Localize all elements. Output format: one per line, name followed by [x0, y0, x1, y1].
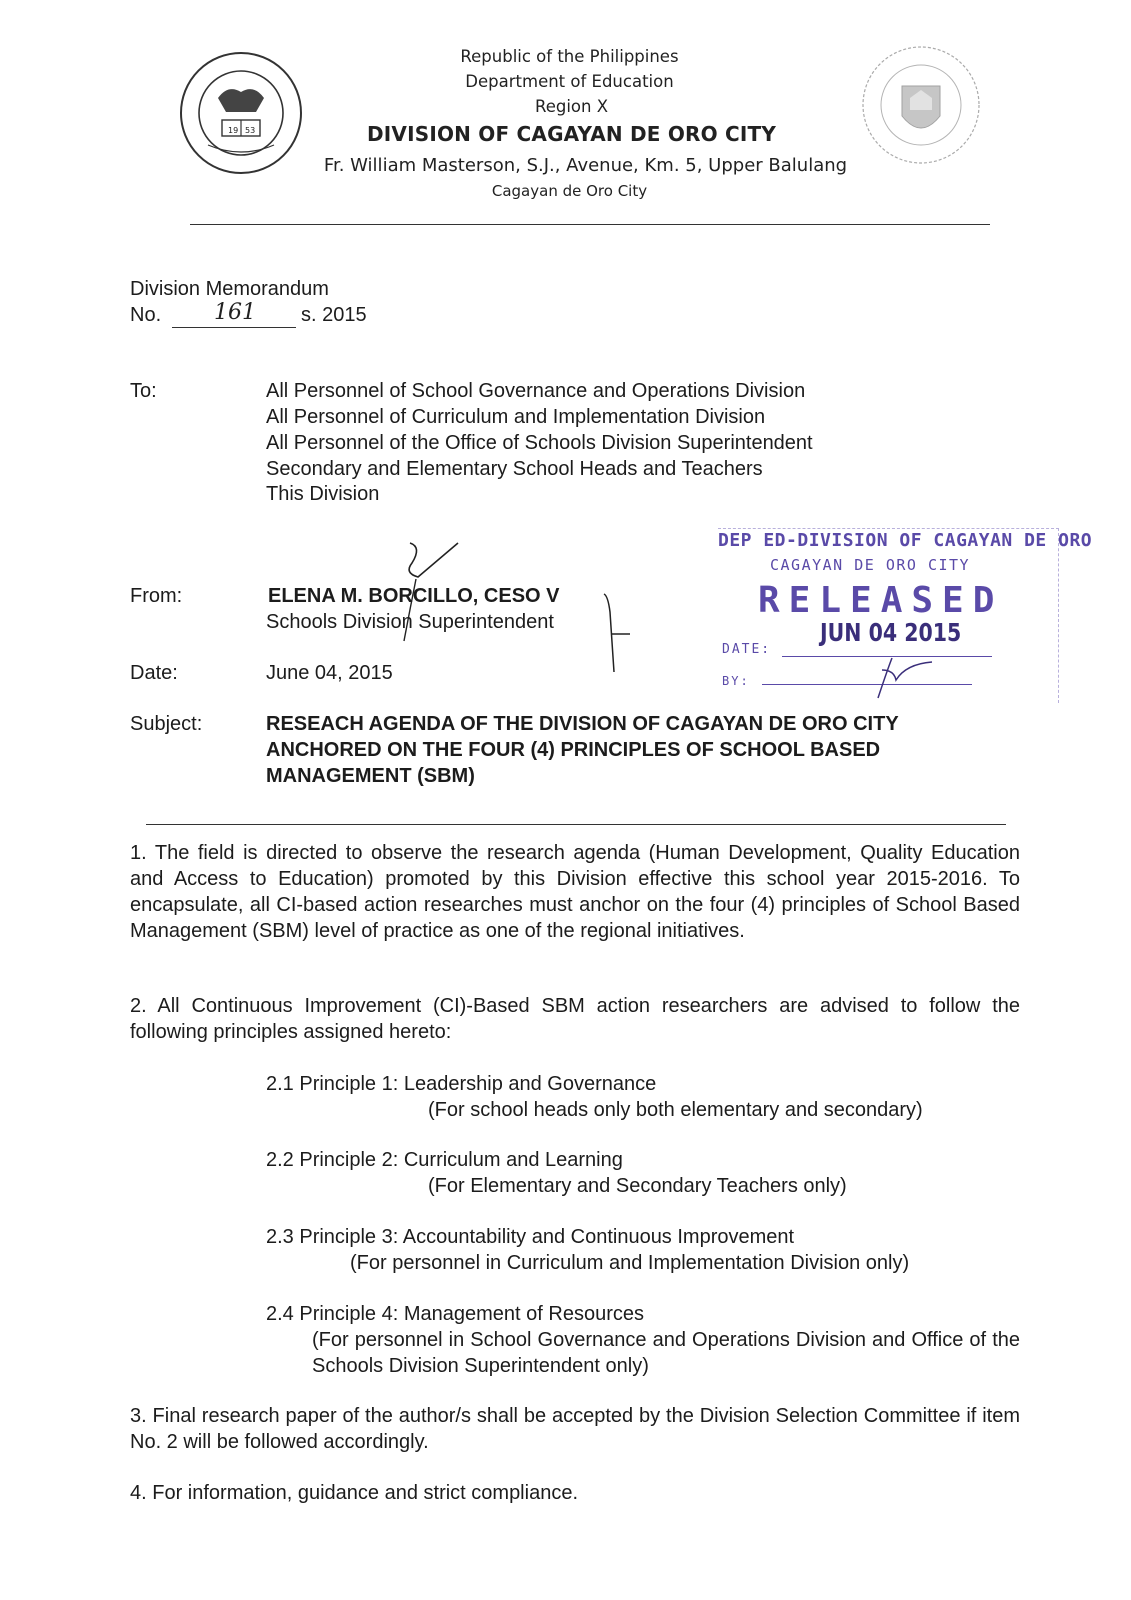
- body-paragraph-1: [130, 840, 1020, 944]
- stamp-status: RELEASED: [758, 580, 1004, 621]
- memo-no-value: 161: [214, 300, 256, 325]
- principle-note: (For personnel in Curriculum and Implementation Division only): [350, 1252, 910, 1274]
- to-recipient: Secondary and Elementary School Heads and Teachers: [266, 458, 763, 480]
- stamp-date-label: DATE:: [722, 642, 772, 657]
- seal-year-right: 53: [245, 126, 256, 135]
- memo-title: Division Memorandum: [130, 278, 329, 300]
- date-value: June 04, 2015: [266, 662, 393, 684]
- date-label: Date:: [130, 662, 178, 684]
- subject-line: RESEACH AGENDA OF THE DIVISION OF CAGAYAN DE ORO CITY: [266, 713, 899, 735]
- initial-mark-icon: [600, 590, 640, 680]
- from-title: Schools Division Superintendent: [266, 611, 554, 633]
- stamp-initial-icon: [868, 648, 948, 708]
- header-city: Cagayan de Oro City: [491, 182, 648, 200]
- header-division: DIVISION OF CAGAYAN DE ORO CITY: [366, 122, 777, 146]
- principle-note: (For school heads only both elementary and secondary): [428, 1099, 923, 1121]
- to-recipient: All Personnel of School Governance and Operations Division: [266, 380, 806, 402]
- principle-heading: 2.4 Principle 4: Management of Resources: [266, 1303, 644, 1325]
- paragraph-text: 4. For information, guidance and strict compliance.: [130, 1482, 578, 1504]
- header-republic: Republic of the Philippines: [460, 47, 679, 66]
- body-paragraph-4: [130, 1480, 1020, 1506]
- to-label: To:: [130, 380, 157, 402]
- seal-year-left: 19: [228, 126, 239, 135]
- principle-note: (For Elementary and Secondary Teachers only): [428, 1175, 847, 1197]
- subject-divider: [146, 824, 1006, 825]
- header-divider: [190, 224, 990, 225]
- header-address: Fr. William Masterson, S.J., Avenue, Km. 5, Upper Balulang: [323, 155, 848, 176]
- memo-no-label: No.: [130, 304, 162, 326]
- memo-no-underline: [172, 327, 296, 328]
- principle-note: (For personnel in School Governance and Operations Division and Office of the Schools Division Superintendent only): [312, 1329, 1020, 1377]
- paragraph-text: 1. The field is directed to observe the research agenda (Human Development, Quality Education and Access to Education) promoted by this Division effective this school year 2015-2016. To encapsulate, all CI-based action researches must anchor on the four (4) principles of School Based Management (SBM) level of practice as one of the regional initiatives.: [130, 842, 1020, 942]
- to-recipient: All Personnel of Curriculum and Implementation Division: [266, 406, 766, 428]
- principle-note-block: [312, 1327, 1020, 1379]
- stamp-city: CAGAYAN DE ORO CITY: [770, 556, 971, 574]
- from-name: ELENA M. BORCILLO, CESO V: [268, 585, 560, 607]
- to-recipient: All Personnel of the Office of Schools Division Superintendent: [266, 432, 813, 454]
- body-paragraph-2: [130, 993, 1020, 1045]
- stamp-office: DEP ED-DIVISION OF CAGAYAN DE ORO: [718, 530, 1093, 551]
- paragraph-text: 3. Final research paper of the author/s shall be accepted by the Division Selection Committee if item No. 2 will be followed accordingly.: [130, 1405, 1020, 1453]
- subject-line: ANCHORED ON THE FOUR (4) PRINCIPLES OF SCHOOL BASED: [266, 739, 881, 761]
- subject-line: MANAGEMENT (SBM): [266, 765, 475, 787]
- body-paragraph-3: [130, 1403, 1020, 1455]
- from-label: From:: [130, 585, 183, 607]
- principle-heading: 2.3 Principle 3: Accountability and Continuous Improvement: [266, 1226, 795, 1248]
- principle-heading: 2.2 Principle 2: Curriculum and Learning: [266, 1149, 623, 1171]
- paragraph-text: 2. All Continuous Improvement (CI)-Based SBM action researchers are advised to follow the following principles assigned hereto:: [130, 995, 1020, 1043]
- released-stamp: [718, 522, 1093, 702]
- principle-heading: 2.1 Principle 1: Leadership and Governance: [266, 1073, 657, 1095]
- stamp-by-label: BY:: [722, 674, 750, 688]
- header-department: Department of Education: [465, 72, 674, 91]
- stamp-date-value: JUN 04 2015: [820, 618, 962, 647]
- subject-label: Subject:: [130, 713, 203, 735]
- to-recipient: This Division: [266, 483, 380, 505]
- memo-series: s. 2015: [301, 304, 367, 326]
- header-region: Region X: [534, 97, 609, 116]
